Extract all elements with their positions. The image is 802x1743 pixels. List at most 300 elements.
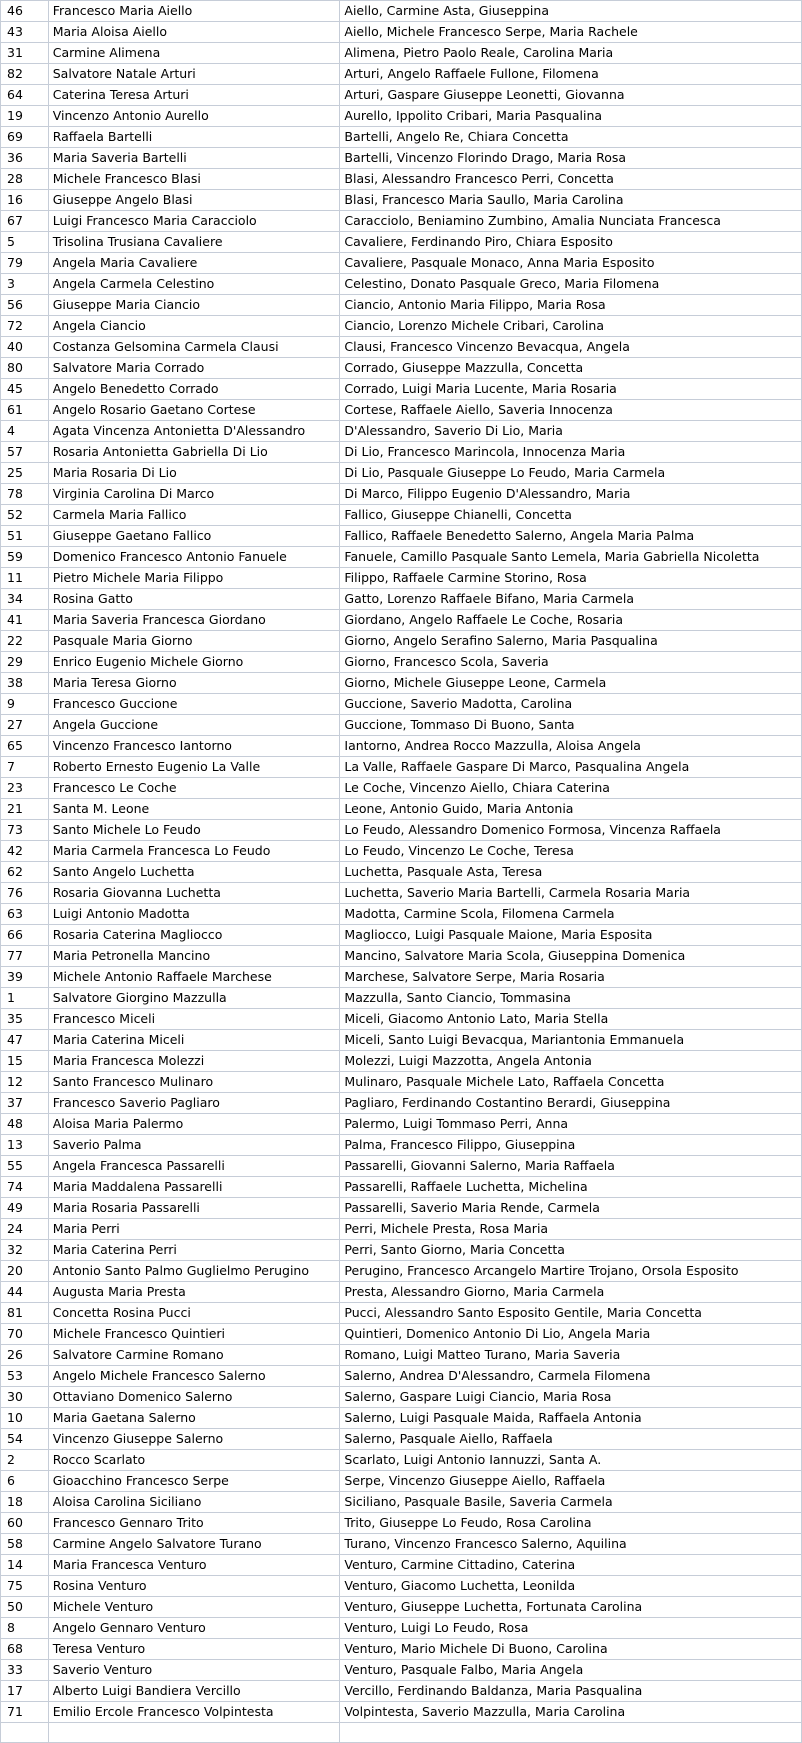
table-row (1, 1114, 802, 1135)
record-number-cell[interactable]: 59 (1, 547, 49, 568)
person-name-cell[interactable]: Maria Saveria Bartelli (48, 148, 340, 169)
parents-cell[interactable]: Blasi, Alessandro Francesco Perri, Concetta (340, 169, 802, 190)
record-number-cell[interactable]: 38 (1, 673, 49, 694)
person-name-cell[interactable]: Virginia Carolina Di Marco (48, 484, 340, 505)
person-name-cell[interactable]: Maria Gaetana Salerno (48, 1408, 340, 1429)
record-number-cell[interactable]: 46 (1, 1, 49, 22)
person-name-cell[interactable]: Ottaviano Domenico Salerno (48, 1387, 340, 1408)
person-name-cell[interactable]: Carmine Angelo Salvatore Turano (48, 1534, 340, 1555)
record-number-cell[interactable]: 76 (1, 883, 49, 904)
table-row (1, 1156, 802, 1177)
record-number-cell[interactable]: 9 (1, 694, 49, 715)
table-row (1, 463, 802, 484)
parents-cell[interactable]: Romano, Luigi Matteo Turano, Maria Saveria (340, 1345, 802, 1366)
person-name-cell[interactable]: Michele Venturo (48, 1597, 340, 1618)
record-number-cell[interactable]: 62 (1, 862, 49, 883)
record-number-cell[interactable]: 35 (1, 1009, 49, 1030)
record-number-cell[interactable]: 17 (1, 1681, 49, 1702)
person-name-cell[interactable]: Rocco Scarlato (48, 1450, 340, 1471)
table-row (1, 379, 802, 400)
parents-cell[interactable]: Fallico, Raffaele Benedetto Salerno, Angela Maria Palma (340, 526, 802, 547)
record-number-cell[interactable]: 44 (1, 1282, 49, 1303)
record-number-cell[interactable]: 56 (1, 295, 49, 316)
record-number-cell[interactable]: 78 (1, 484, 49, 505)
parents-cell[interactable]: D'Alessandro, Saverio Di Lio, Maria (340, 421, 802, 442)
table-row (1, 1135, 802, 1156)
person-name-cell[interactable]: Francesco Maria Aiello (48, 1, 340, 22)
parents-cell[interactable]: Quintieri, Domenico Antonio Di Lio, Angela Maria (340, 1324, 802, 1345)
record-number-cell[interactable]: 64 (1, 85, 49, 106)
record-number-cell[interactable]: 45 (1, 379, 49, 400)
parents-cell[interactable]: Iantorno, Andrea Rocco Mazzulla, Aloisa Angela (340, 736, 802, 757)
record-number-cell[interactable]: 57 (1, 442, 49, 463)
person-name-cell[interactable]: Angelo Michele Francesco Salerno (48, 1366, 340, 1387)
person-name-cell[interactable]: Maria Francesca Venturo (48, 1555, 340, 1576)
person-name-cell[interactable]: Maria Caterina Perri (48, 1240, 340, 1261)
table-row (1, 1408, 802, 1429)
person-name-cell[interactable]: Gioacchino Francesco Serpe (48, 1471, 340, 1492)
person-name-cell[interactable]: Giuseppe Angelo Blasi (48, 190, 340, 211)
record-number-cell[interactable]: 75 (1, 1576, 49, 1597)
person-name-cell[interactable]: Giuseppe Maria Ciancio (48, 295, 340, 316)
person-name-cell[interactable]: Maria Rosaria Di Lio (48, 463, 340, 484)
person-name-cell[interactable]: Rosaria Giovanna Luchetta (48, 883, 340, 904)
parents-cell[interactable]: Arturi, Angelo Raffaele Fullone, Filomena (340, 64, 802, 85)
record-number-cell[interactable]: 53 (1, 1366, 49, 1387)
record-number-cell[interactable]: 37 (1, 1093, 49, 1114)
parents-cell[interactable]: Cavaliere, Ferdinando Piro, Chiara Esposito (340, 232, 802, 253)
table-row (1, 673, 802, 694)
person-name-cell[interactable]: Enrico Eugenio Michele Giorno (48, 652, 340, 673)
person-name-cell[interactable]: Maria Petronella Mancino (48, 946, 340, 967)
person-name-cell[interactable]: Aloisa Carolina Siciliano (48, 1492, 340, 1513)
person-name-cell[interactable]: Caterina Teresa Arturi (48, 85, 340, 106)
parents-cell[interactable]: Mazzulla, Santo Ciancio, Tommasina (340, 988, 802, 1009)
parents-cell[interactable]: Bartelli, Vincenzo Florindo Drago, Maria Rosa (340, 148, 802, 169)
parents-cell[interactable]: Aiello, Michele Francesco Serpe, Maria Rachele (340, 22, 802, 43)
person-name-cell[interactable]: Maria Perri (48, 1219, 340, 1240)
parents-cell[interactable]: Venturo, Pasquale Falbo, Maria Angela (340, 1660, 802, 1681)
parents-cell[interactable]: Corrado, Luigi Maria Lucente, Maria Rosaria (340, 379, 802, 400)
person-name-cell[interactable]: Angela Ciancio (48, 316, 340, 337)
person-name-cell[interactable]: Aloisa Maria Palermo (48, 1114, 340, 1135)
person-name-cell[interactable]: Angela Maria Cavaliere (48, 253, 340, 274)
table-row (1, 232, 802, 253)
table-row (1, 1261, 802, 1282)
person-name-cell[interactable]: Luigi Antonio Madotta (48, 904, 340, 925)
table-row (1, 1555, 802, 1576)
parents-cell[interactable]: Presta, Alessandro Giorno, Maria Carmela (340, 1282, 802, 1303)
parents-cell[interactable]: Aiello, Carmine Asta, Giuseppina (340, 1, 802, 22)
record-number-cell[interactable]: 19 (1, 106, 49, 127)
person-name-cell[interactable]: Santa M. Leone (48, 799, 340, 820)
table-row (1, 505, 802, 526)
record-number-cell[interactable]: 12 (1, 1072, 49, 1093)
parents-cell[interactable]: Venturo, Carmine Cittadino, Caterina (340, 1555, 802, 1576)
record-number-cell[interactable]: 3 (1, 274, 49, 295)
person-name-cell[interactable]: Teresa Venturo (48, 1639, 340, 1660)
record-number-cell[interactable]: 82 (1, 64, 49, 85)
table-row (1, 85, 802, 106)
person-name-cell[interactable]: Santo Francesco Mulinaro (48, 1072, 340, 1093)
table-row (1, 43, 802, 64)
person-name-cell[interactable]: Angelo Benedetto Corrado (48, 379, 340, 400)
person-name-cell[interactable]: Roberto Ernesto Eugenio La Valle (48, 757, 340, 778)
person-name-cell[interactable]: Angela Carmela Celestino (48, 274, 340, 295)
record-number-cell[interactable]: 33 (1, 1660, 49, 1681)
person-name-cell[interactable]: Salvatore Giorgino Mazzulla (48, 988, 340, 1009)
parents-cell[interactable]: Caracciolo, Beniamino Zumbino, Amalia Nunciata Francesca (340, 211, 802, 232)
table-row (1, 1681, 802, 1702)
person-name-cell[interactable]: Pasquale Maria Giorno (48, 631, 340, 652)
person-name-cell[interactable]: Francesco Miceli (48, 1009, 340, 1030)
parents-cell[interactable]: Venturo, Luigi Lo Feudo, Rosa (340, 1618, 802, 1639)
table-row (1, 1639, 802, 1660)
record-number-cell[interactable]: 20 (1, 1261, 49, 1282)
record-number-cell[interactable]: 39 (1, 967, 49, 988)
table-row (1, 904, 802, 925)
record-number-cell[interactable]: 16 (1, 190, 49, 211)
record-number-cell[interactable]: 42 (1, 841, 49, 862)
parents-cell[interactable]: Gatto, Lorenzo Raffaele Bifano, Maria Carmela (340, 589, 802, 610)
parents-cell[interactable]: Guccione, Saverio Madotta, Carolina (340, 694, 802, 715)
record-number-cell[interactable]: 2 (1, 1450, 49, 1471)
table-row (1, 211, 802, 232)
person-name-cell[interactable]: Maria Rosaria Passarelli (48, 1198, 340, 1219)
record-number-cell[interactable]: 48 (1, 1114, 49, 1135)
record-number-cell[interactable]: 49 (1, 1198, 49, 1219)
person-name-cell[interactable]: Domenico Francesco Antonio Fanuele (48, 547, 340, 568)
parents-cell[interactable]: Ciancio, Lorenzo Michele Cribari, Carolina (340, 316, 802, 337)
record-number-cell[interactable]: 18 (1, 1492, 49, 1513)
table-row (1, 1618, 802, 1639)
parents-cell[interactable]: Palermo, Luigi Tommaso Perri, Anna (340, 1114, 802, 1135)
record-number-cell[interactable]: 27 (1, 715, 49, 736)
table-row (1, 169, 802, 190)
table-row (1, 757, 802, 778)
parents-cell[interactable]: Passarelli, Giovanni Salerno, Maria Raffaela (340, 1156, 802, 1177)
parents-cell[interactable]: Perri, Santo Giorno, Maria Concetta (340, 1240, 802, 1261)
parents-cell[interactable]: Marchese, Salvatore Serpe, Maria Rosaria (340, 967, 802, 988)
person-name-cell[interactable]: Francesco Gennaro Trito (48, 1513, 340, 1534)
table-row (1, 106, 802, 127)
table-row (1, 631, 802, 652)
table-row (1, 1009, 802, 1030)
person-name-cell[interactable]: Francesco Saverio Pagliaro (48, 1093, 340, 1114)
person-name-cell[interactable]: Trisolina Trusiana Cavaliere (48, 232, 340, 253)
person-name-cell[interactable]: Pietro Michele Maria Filippo (48, 568, 340, 589)
parents-cell[interactable]: Giorno, Angelo Serafino Salerno, Maria Pasqualina (340, 631, 802, 652)
table-row (1, 799, 802, 820)
record-number-cell[interactable]: 68 (1, 1639, 49, 1660)
parents-cell[interactable]: Miceli, Santo Luigi Bevacqua, Mariantonia Emmanuela (340, 1030, 802, 1051)
parents-cell[interactable]: Turano, Vincenzo Francesco Salerno, Aquilina (340, 1534, 802, 1555)
person-name-cell[interactable]: Salvatore Maria Corrado (48, 358, 340, 379)
person-name-cell[interactable]: Michele Francesco Blasi (48, 169, 340, 190)
table-row (1, 652, 802, 673)
record-number-cell[interactable]: 80 (1, 358, 49, 379)
parents-cell[interactable]: Mancino, Salvatore Maria Scola, Giuseppina Domenica (340, 946, 802, 967)
record-number-cell[interactable]: 28 (1, 169, 49, 190)
parents-cell[interactable]: Corrado, Giuseppe Mazzulla, Concetta (340, 358, 802, 379)
record-number-cell[interactable]: 81 (1, 1303, 49, 1324)
person-name-cell[interactable]: Vincenzo Francesco Iantorno (48, 736, 340, 757)
person-name-cell[interactable]: Angelo Rosario Gaetano Cortese (48, 400, 340, 421)
record-number-cell[interactable]: 22 (1, 631, 49, 652)
parents-cell[interactable]: Madotta, Carmine Scola, Filomena Carmela (340, 904, 802, 925)
parents-cell[interactable]: Palma, Francesco Filippo, Giuseppina (340, 1135, 802, 1156)
parents-cell[interactable]: Mulinaro, Pasquale Michele Lato, Raffaela Concetta (340, 1072, 802, 1093)
table-row (1, 946, 802, 967)
person-name-cell[interactable]: Giuseppe Gaetano Fallico (48, 526, 340, 547)
person-name-cell[interactable]: Angela Francesca Passarelli (48, 1156, 340, 1177)
parents-cell[interactable]: Leone, Antonio Guido, Maria Antonia (340, 799, 802, 820)
person-name-cell[interactable]: Rosaria Caterina Magliocco (48, 925, 340, 946)
parents-cell[interactable]: Giorno, Michele Giuseppe Leone, Carmela (340, 673, 802, 694)
table-row (1, 694, 802, 715)
table-row (1, 1387, 802, 1408)
record-number-cell[interactable]: 34 (1, 589, 49, 610)
person-name-cell[interactable]: Carmine Alimena (48, 43, 340, 64)
person-name-cell[interactable]: Raffaela Bartelli (48, 127, 340, 148)
parents-cell[interactable]: Passarelli, Raffaele Luchetta, Michelina (340, 1177, 802, 1198)
parents-cell[interactable]: Siciliano, Pasquale Basile, Saveria Carmela (340, 1492, 802, 1513)
person-name-cell[interactable]: Costanza Gelsomina Carmela Clausi (48, 337, 340, 358)
table-row (1, 1471, 802, 1492)
record-number-cell[interactable]: 41 (1, 610, 49, 631)
record-number-cell[interactable]: 21 (1, 799, 49, 820)
table-row (1, 1492, 802, 1513)
record-number-cell[interactable]: 24 (1, 1219, 49, 1240)
record-number-cell[interactable]: 54 (1, 1429, 49, 1450)
record-number-cell[interactable]: 36 (1, 148, 49, 169)
record-number-cell[interactable]: 50 (1, 1597, 49, 1618)
parents-cell[interactable]: Venturo, Giacomo Luchetta, Leonilda (340, 1576, 802, 1597)
person-name-cell[interactable]: Antonio Santo Palmo Guglielmo Perugino (48, 1261, 340, 1282)
parents-cell[interactable]: Serpe, Vincenzo Giuseppe Aiello, Raffaela (340, 1471, 802, 1492)
parents-cell[interactable]: Scarlato, Luigi Antonio Iannuzzi, Santa A. (340, 1450, 802, 1471)
record-number-cell[interactable]: 6 (1, 1471, 49, 1492)
record-number-cell[interactable]: 47 (1, 1030, 49, 1051)
person-name-cell[interactable]: Maria Aloisa Aiello (48, 22, 340, 43)
record-number-cell[interactable]: 30 (1, 1387, 49, 1408)
record-number-cell[interactable]: 26 (1, 1345, 49, 1366)
person-name-cell[interactable]: Michele Antonio Raffaele Marchese (48, 967, 340, 988)
parents-cell[interactable]: Fanuele, Camillo Pasquale Santo Lemela, Maria Gabriella Nicoletta (340, 547, 802, 568)
parents-cell[interactable]: Salerno, Andrea D'Alessandro, Carmela Filomena (340, 1366, 802, 1387)
parents-cell[interactable]: Molezzi, Luigi Mazzotta, Angela Antonia (340, 1051, 802, 1072)
parents-cell[interactable]: Giordano, Angelo Raffaele Le Coche, Rosaria (340, 610, 802, 631)
record-number-cell[interactable]: 43 (1, 22, 49, 43)
table-row (1, 736, 802, 757)
table-row (1, 1723, 802, 1743)
record-number-cell[interactable]: 79 (1, 253, 49, 274)
person-name-cell[interactable]: Emilio Ercole Francesco Volpintesta (48, 1702, 340, 1723)
table-row (1, 421, 802, 442)
table-row (1, 253, 802, 274)
parents-cell[interactable]: Venturo, Mario Michele Di Buono, Carolina (340, 1639, 802, 1660)
person-name-cell[interactable]: Agata Vincenza Antonietta D'Alessandro (48, 421, 340, 442)
record-number-cell[interactable]: 66 (1, 925, 49, 946)
record-number-cell[interactable]: 65 (1, 736, 49, 757)
parents-cell[interactable]: Ciancio, Antonio Maria Filippo, Maria Rosa (340, 295, 802, 316)
parents-cell[interactable]: Cortese, Raffaele Aiello, Saveria Innocenza (340, 400, 802, 421)
record-number-cell[interactable]: 4 (1, 421, 49, 442)
person-name-cell[interactable]: Maria Teresa Giorno (48, 673, 340, 694)
record-number-cell[interactable]: 40 (1, 337, 49, 358)
record-number-cell[interactable]: 25 (1, 463, 49, 484)
person-name-cell[interactable]: Alberto Luigi Bandiera Vercillo (48, 1681, 340, 1702)
person-name-cell[interactable]: Rosina Venturo (48, 1576, 340, 1597)
table-row (1, 190, 802, 211)
parents-cell[interactable]: Arturi, Gaspare Giuseppe Leonetti, Giovanna (340, 85, 802, 106)
table-row (1, 568, 802, 589)
person-name-cell[interactable]: Concetta Rosina Pucci (48, 1303, 340, 1324)
record-number-cell[interactable]: 10 (1, 1408, 49, 1429)
table-row (1, 484, 802, 505)
parents-cell[interactable]: Filippo, Raffaele Carmine Storino, Rosa (340, 568, 802, 589)
parents-cell[interactable]: Di Lio, Francesco Marincola, Innocenza Maria (340, 442, 802, 463)
record-number-cell[interactable]: 77 (1, 946, 49, 967)
table-row (1, 1093, 802, 1114)
parents-cell[interactable]: Vercillo, Ferdinando Baldanza, Maria Pasqualina (340, 1681, 802, 1702)
table-row (1, 778, 802, 799)
person-name-cell[interactable]: Salvatore Natale Arturi (48, 64, 340, 85)
record-number-cell[interactable]: 11 (1, 568, 49, 589)
record-number-cell[interactable] (1, 1723, 49, 1743)
parents-cell[interactable]: Blasi, Francesco Maria Saullo, Maria Carolina (340, 190, 802, 211)
parents-cell[interactable] (340, 1723, 802, 1743)
table-row (1, 1450, 802, 1471)
parents-cell[interactable]: Alimena, Pietro Paolo Reale, Carolina Maria (340, 43, 802, 64)
record-number-cell[interactable]: 32 (1, 1240, 49, 1261)
record-number-cell[interactable]: 7 (1, 757, 49, 778)
parents-cell[interactable]: Di Lio, Pasquale Giuseppe Lo Feudo, Maria Carmela (340, 463, 802, 484)
table-row (1, 862, 802, 883)
person-name-cell[interactable]: Luigi Francesco Maria Caracciolo (48, 211, 340, 232)
record-number-cell[interactable]: 63 (1, 904, 49, 925)
record-number-cell[interactable]: 14 (1, 1555, 49, 1576)
person-name-cell[interactable]: Francesco Guccione (48, 694, 340, 715)
table-row (1, 610, 802, 631)
person-name-cell[interactable]: Vincenzo Giuseppe Salerno (48, 1429, 340, 1450)
record-number-cell[interactable]: 1 (1, 988, 49, 1009)
table-row (1, 358, 802, 379)
person-name-cell[interactable]: Augusta Maria Presta (48, 1282, 340, 1303)
person-name-cell[interactable]: Santo Angelo Luchetta (48, 862, 340, 883)
person-name-cell[interactable]: Maria Francesca Molezzi (48, 1051, 340, 1072)
table-row (1, 988, 802, 1009)
parents-cell[interactable]: Guccione, Tommaso Di Buono, Santa (340, 715, 802, 736)
record-number-cell[interactable]: 5 (1, 232, 49, 253)
person-name-cell[interactable]: Santo Michele Lo Feudo (48, 820, 340, 841)
parents-cell[interactable]: Clausi, Francesco Vincenzo Bevacqua, Angela (340, 337, 802, 358)
person-name-cell[interactable]: Maria Caterina Miceli (48, 1030, 340, 1051)
table-row (1, 589, 802, 610)
parents-cell[interactable]: Venturo, Giuseppe Luchetta, Fortunata Carolina (340, 1597, 802, 1618)
record-number-cell[interactable]: 52 (1, 505, 49, 526)
person-name-cell[interactable]: Angelo Gennaro Venturo (48, 1618, 340, 1639)
table-row (1, 64, 802, 85)
record-number-cell[interactable]: 23 (1, 778, 49, 799)
record-number-cell[interactable]: 55 (1, 1156, 49, 1177)
person-name-cell[interactable]: Rosaria Antonietta Gabriella Di Lio (48, 442, 340, 463)
table-row (1, 22, 802, 43)
record-number-cell[interactable]: 31 (1, 43, 49, 64)
person-name-cell[interactable]: Salvatore Carmine Romano (48, 1345, 340, 1366)
parents-cell[interactable]: Volpintesta, Saverio Mazzulla, Maria Carolina (340, 1702, 802, 1723)
record-number-cell[interactable]: 73 (1, 820, 49, 841)
record-number-cell[interactable]: 58 (1, 1534, 49, 1555)
parents-cell[interactable]: Fallico, Giuseppe Chianelli, Concetta (340, 505, 802, 526)
parents-cell[interactable]: La Valle, Raffaele Gaspare Di Marco, Pasqualina Angela (340, 757, 802, 778)
parents-cell[interactable]: Le Coche, Vincenzo Aiello, Chiara Caterina (340, 778, 802, 799)
parents-cell[interactable]: Di Marco, Filippo Eugenio D'Alessandro, Maria (340, 484, 802, 505)
person-name-cell[interactable] (48, 1723, 340, 1743)
parents-cell[interactable]: Aurello, Ippolito Cribari, Maria Pasqualina (340, 106, 802, 127)
parents-cell[interactable]: Giorno, Francesco Scola, Saveria (340, 652, 802, 673)
parents-cell[interactable]: Pagliaro, Ferdinando Costantino Berardi, Giuseppina (340, 1093, 802, 1114)
record-number-cell[interactable]: 72 (1, 316, 49, 337)
parents-cell[interactable]: Salerno, Luigi Pasquale Maida, Raffaela Antonia (340, 1408, 802, 1429)
parents-cell[interactable]: Trito, Giuseppe Lo Feudo, Rosa Carolina (340, 1513, 802, 1534)
parents-cell[interactable]: Passarelli, Saverio Maria Rende, Carmela (340, 1198, 802, 1219)
record-number-cell[interactable]: 61 (1, 400, 49, 421)
parents-cell[interactable]: Miceli, Giacomo Antonio Lato, Maria Stella (340, 1009, 802, 1030)
parents-cell[interactable]: Cavaliere, Pasquale Monaco, Anna Maria Esposito (340, 253, 802, 274)
record-number-cell[interactable]: 8 (1, 1618, 49, 1639)
record-number-cell[interactable]: 15 (1, 1051, 49, 1072)
record-number-cell[interactable]: 60 (1, 1513, 49, 1534)
person-name-cell[interactable]: Saverio Venturo (48, 1660, 340, 1681)
parents-cell[interactable]: Luchetta, Pasquale Asta, Teresa (340, 862, 802, 883)
parents-cell[interactable]: Perugino, Francesco Arcangelo Martire Trojano, Orsola Esposito (340, 1261, 802, 1282)
spreadsheet-body (1, 1, 802, 1743)
person-name-cell[interactable]: Vincenzo Antonio Aurello (48, 106, 340, 127)
table-row (1, 1198, 802, 1219)
table-row (1, 1576, 802, 1597)
record-number-cell[interactable]: 70 (1, 1324, 49, 1345)
person-name-cell[interactable]: Carmela Maria Fallico (48, 505, 340, 526)
record-number-cell[interactable]: 29 (1, 652, 49, 673)
parents-cell[interactable]: Magliocco, Luigi Pasquale Maione, Maria Esposita (340, 925, 802, 946)
person-name-cell[interactable]: Maria Carmela Francesca Lo Feudo (48, 841, 340, 862)
parents-cell[interactable]: Luchetta, Saverio Maria Bartelli, Carmela Rosaria Maria (340, 883, 802, 904)
table-row (1, 967, 802, 988)
parents-cell[interactable]: Bartelli, Angelo Re, Chiara Concetta (340, 127, 802, 148)
person-name-cell[interactable]: Angela Guccione (48, 715, 340, 736)
parents-cell[interactable]: Salerno, Gaspare Luigi Ciancio, Maria Rosa (340, 1387, 802, 1408)
record-number-cell[interactable]: 51 (1, 526, 49, 547)
parents-cell[interactable]: Pucci, Alessandro Santo Esposito Gentile, Maria Concetta (340, 1303, 802, 1324)
record-number-cell[interactable]: 71 (1, 1702, 49, 1723)
record-number-cell[interactable]: 67 (1, 211, 49, 232)
person-name-cell[interactable]: Maria Saveria Francesca Giordano (48, 610, 340, 631)
record-number-cell[interactable]: 69 (1, 127, 49, 148)
record-number-cell[interactable]: 74 (1, 1177, 49, 1198)
person-name-cell[interactable]: Michele Francesco Quintieri (48, 1324, 340, 1345)
record-number-cell[interactable]: 13 (1, 1135, 49, 1156)
parents-cell[interactable]: Salerno, Pasquale Aiello, Raffaela (340, 1429, 802, 1450)
person-name-cell[interactable]: Rosina Gatto (48, 589, 340, 610)
person-name-cell[interactable]: Francesco Le Coche (48, 778, 340, 799)
person-name-cell[interactable]: Maria Maddalena Passarelli (48, 1177, 340, 1198)
parents-cell[interactable]: Lo Feudo, Alessandro Domenico Formosa, Vincenza Raffaela (340, 820, 802, 841)
parents-cell[interactable]: Celestino, Donato Pasquale Greco, Maria Filomena (340, 274, 802, 295)
person-name-cell[interactable]: Saverio Palma (48, 1135, 340, 1156)
parents-cell[interactable]: Lo Feudo, Vincenzo Le Coche, Teresa (340, 841, 802, 862)
parents-cell[interactable]: Perri, Michele Presta, Rosa Maria (340, 1219, 802, 1240)
